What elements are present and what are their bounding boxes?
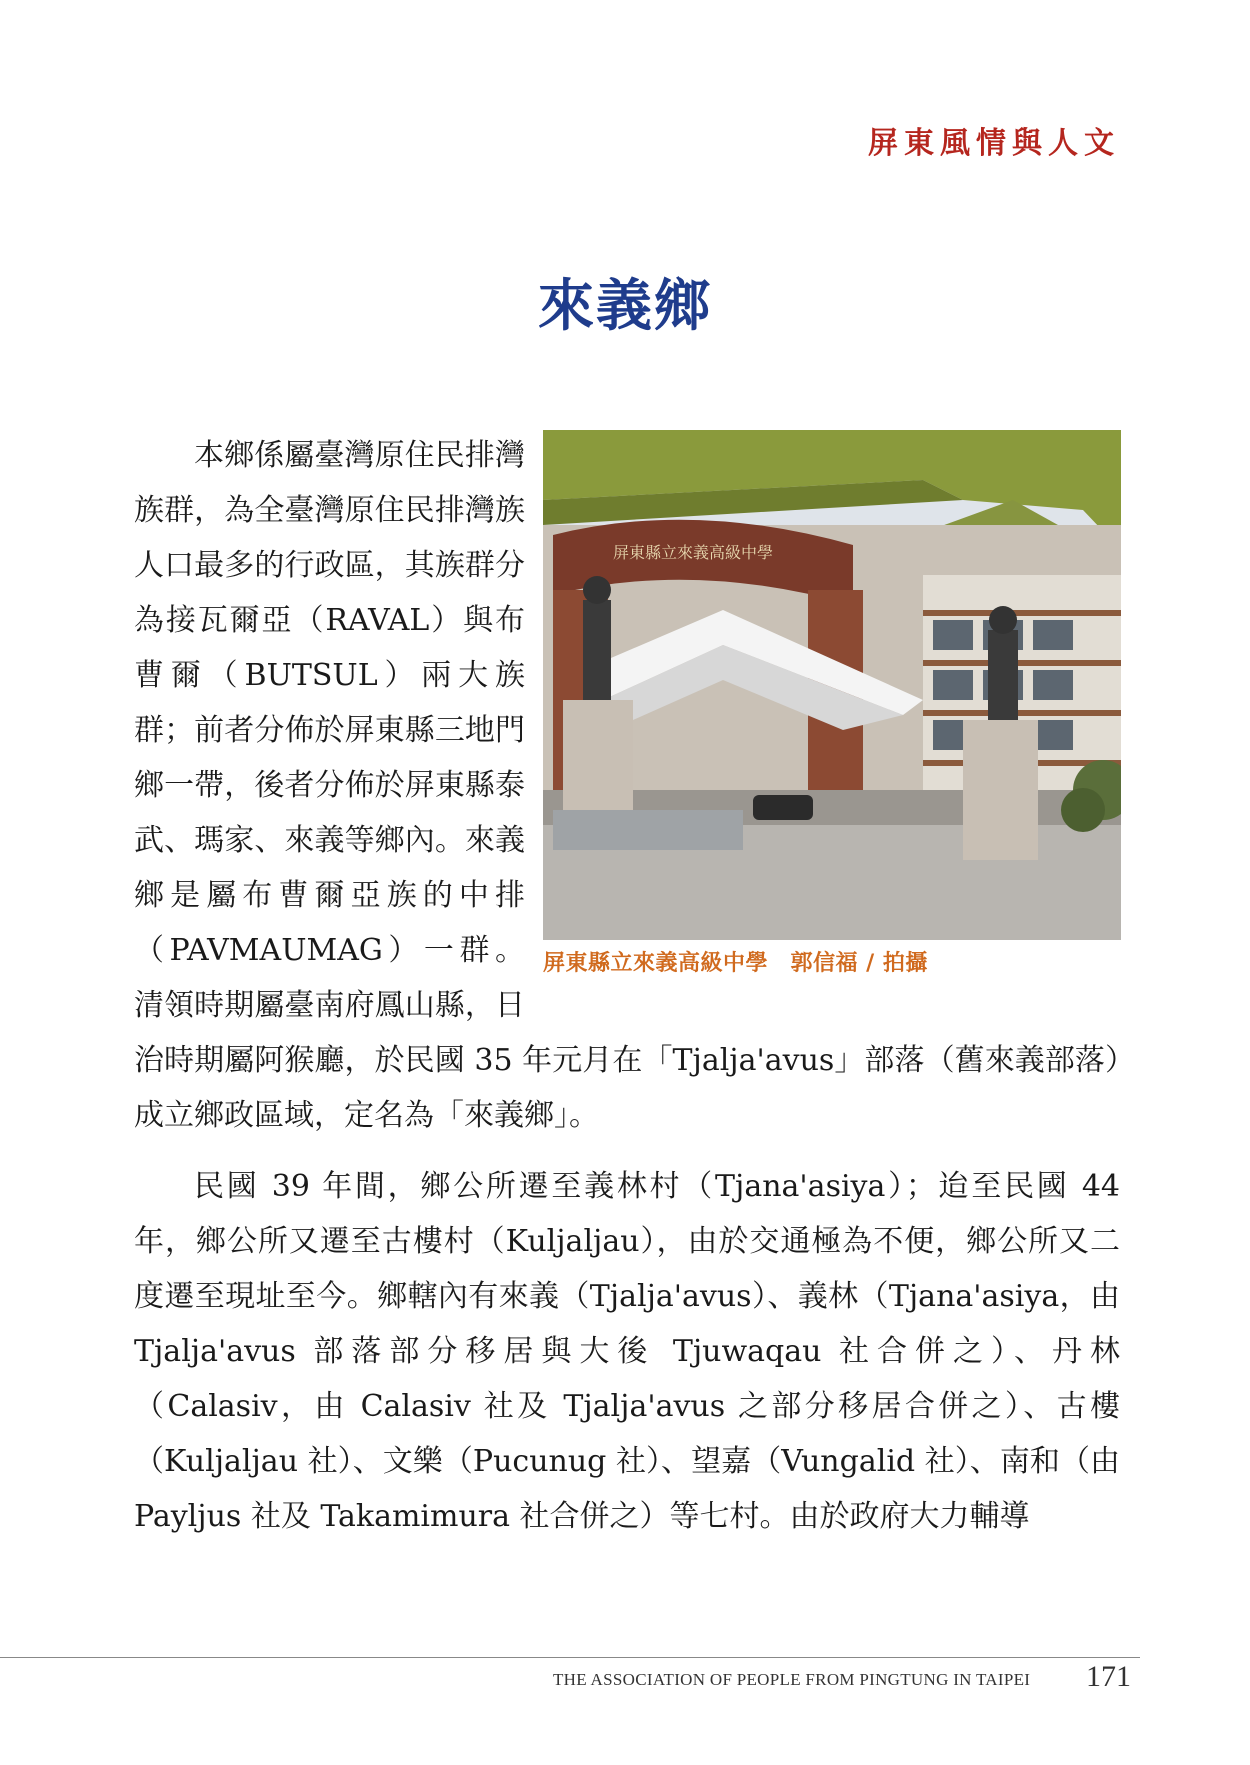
paragraph: 本鄉係屬臺灣原住民排灣族群，為全臺灣原住民排灣族人口最多的行政區，其族群分為接瓦爾亞（RAVAL）與布曹爾（BUTSUL）兩大族群；前者分佈於屏東縣三地門鄉一帶，後者分佈於屏東縣泰武、瑪家、來義等鄉內。來義鄉是屬布曹爾亞族的中排（PAVMAUMAG）一群。清領時期屬臺南府鳳山縣，日治時期屬阿猴廳，於民國 35 年元月在「Tjalja'avus」部落（舊來義部落）成立鄉政區域，定名為「來義鄉」。 [134,438,1120,1133]
page-number: 171 [1086,1660,1131,1693]
paragraph: 民國 39 年間，鄉公所遷至義林村（Tjana'asiya）；迨至民國 44 年，鄉公所又遷至古樓村（Kuljaljau），由於交通極為不便，鄉公所又二度遷至現址至今。鄉轄內有來義（Tjalja'avus）、義林（Tjana'asiya，由 Tjalja'avus 部落部分移居與大後 Tjuwaqau 社合併之）、丹林（Calasiv，由 Calasiv 社及 Tjalja'avus 之部分移居合併之）、古樓（Kuljaljau 社）、文樂（Pucunug 社）、望嘉（Vungalid 社）、南和（由 Payljus 社及 Takamimura 社合併之）等七村。由於政府大力輔導 [134,1169,1120,1534]
photo-spacer [525,428,1120,1008]
svg-text:屏東縣立來義高級中學: 屏東縣立來義高級中學 [613,543,774,562]
article-body [134,428,1120,1544]
footer-divider [0,1657,1140,1658]
page-title: 來義鄉 [538,273,712,339]
section-header: 屏東風情與人文 [868,126,1120,161]
photo-caption: 屏東縣立來義高級中學 郭信福 / 拍攝 [543,951,928,976]
footer-association-name: THE ASSOCIATION OF PEOPLE FROM PINGTUNG IN TAIPEI [553,1670,1031,1689]
